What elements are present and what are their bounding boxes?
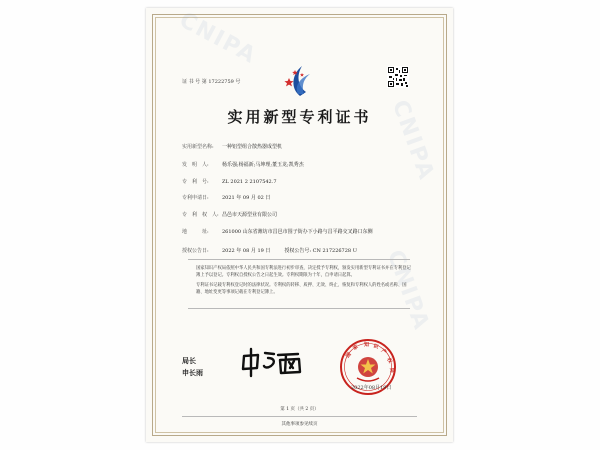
field-value: 2021 年 09 月 02 日 [222,195,271,201]
cnipa-logo-icon [280,60,320,100]
svg-text:识: 识 [372,343,380,351]
field-label: 专 利 号: [182,179,209,185]
field-value: 2022 年 08 月 19 日 [222,248,271,254]
field-application-date [182,195,422,202]
svg-text:知: 知 [364,342,370,348]
field-grant-date [182,248,422,255]
svg-text:权: 权 [385,357,393,365]
field-label: 授权公告日: [182,248,209,254]
patent-certificate [146,8,453,442]
field-patentee [182,212,422,219]
field-value: ZL 2021 2 2107542.7 [222,179,277,185]
field-label: 专 利 权 人: [182,212,219,218]
body-paragraph: 国家知识产权局依照中华人民共和国专利法进行初步审查，决定授予专利权，颁发实用新型专利证书并在专利登记簿上予以登记。专利权自授权公告之日起生效。专利权期限为十年，自申请日起算。 [196,266,411,279]
field-inventors [182,162,422,169]
divider [188,259,410,260]
handwritten-signature [238,346,310,378]
field-value: 授权公告号: CN 217226728 U [284,248,357,254]
field-value: 昌邑市天源型业有限公司 [222,212,278,218]
field-label: 地 址: [182,229,209,235]
divider [182,416,417,417]
divider [188,308,410,309]
field-label: 实用新型名称: [182,144,214,150]
watermark: CNIPA [381,246,435,335]
issue-date: 2022年08月19日 [351,385,392,391]
certificate-number: 证 书 号 第 17222759 号 [182,79,241,85]
certificate-title: 实用新型专利证书 [227,108,372,126]
qr-code-icon [387,66,409,88]
field-value: 杨乐强;杨福新;马坤理;董玉龙;凯秀杰 [222,162,304,168]
svg-text:产: 产 [379,347,388,356]
body-paragraph: 专利证书记载专利权登记时的法律状况。专利权的转移、质押、无效、终止、恢复和专利权人的姓名或名称、国籍、地址变更等事项记载在专利登记簿上。 [196,282,407,296]
footer-note: 其他事项参见续页 [281,422,318,427]
director-name: 申长雨 [182,368,203,377]
field-value: 一种铝型组合散热器成型机 [222,144,283,150]
director-title: 局长 [182,356,196,365]
page-number: 第 1 页（共 2 页） [280,407,319,412]
field-label: 发 明 人: [182,162,209,168]
svg-text:家: 家 [352,344,360,352]
field-utility-model-name [182,144,422,151]
svg-text:国: 国 [344,351,353,360]
field-address [182,229,422,236]
certificate-body [196,265,411,297]
field-value: 261000 山东省潍坊市昌邑市围子街办下小路与昌平路交叉路口东侧 [222,229,373,235]
svg-text:局: 局 [388,367,395,374]
watermark: CNIPA [386,96,440,185]
field-patent-number [182,179,422,186]
watermark: CNIPA [175,8,261,70]
field-label: 专利申请日: [182,195,209,201]
